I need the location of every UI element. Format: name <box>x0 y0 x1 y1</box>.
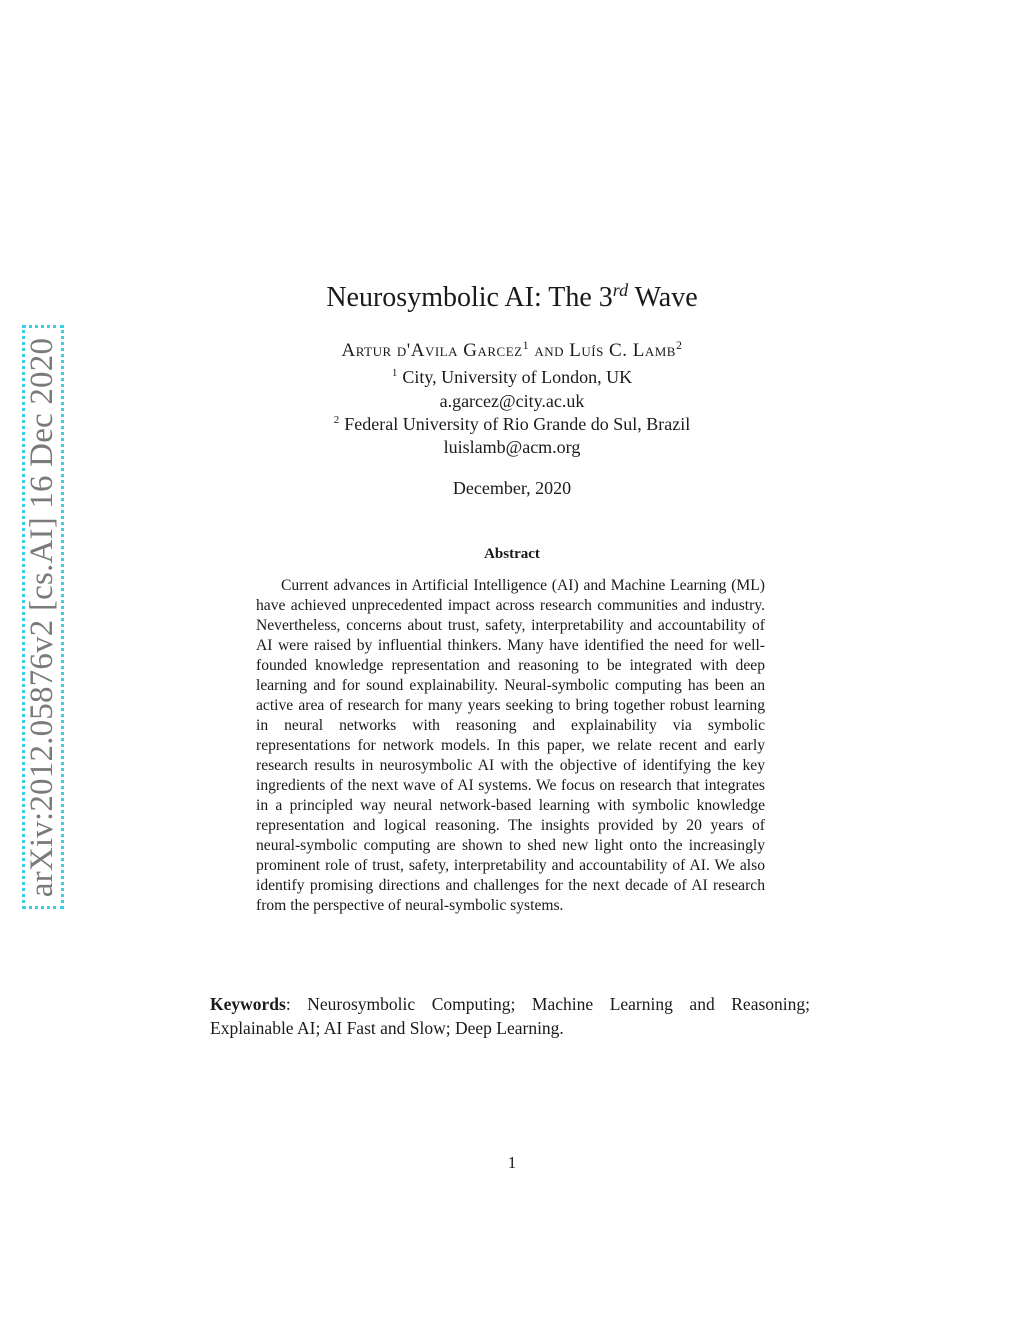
arxiv-stamp-text: arXiv:2012.05876v2 [cs.AI] 16 Dec 2020 <box>24 337 61 897</box>
paper-title-main: Neurosymbolic AI: The 3 <box>326 282 613 313</box>
affiliation-2-mark: 2 <box>333 414 340 426</box>
author-connector: and <box>529 340 570 361</box>
author-1-mark: 1 <box>522 338 530 352</box>
author-list <box>0 340 1024 362</box>
author-2: Luís C. Lamb <box>569 340 676 361</box>
arxiv-stamp <box>22 325 64 909</box>
paper-title-suffix: Wave <box>628 282 698 313</box>
paper-title <box>0 282 1024 314</box>
affiliation-2 <box>0 414 1024 435</box>
affiliation-1-mark: 1 <box>391 367 398 379</box>
paper-title-superscript: rd <box>612 280 629 300</box>
affiliation-2-email[interactable]: luislamb@acm.org <box>443 437 581 457</box>
affiliation-1-name: City, University of London, UK <box>402 367 633 387</box>
keywords-text: : Neurosymbolic Computing; Machine Learning and Reasoning; Explainable AI; AI Fast and Slow; Deep Learning. <box>210 994 810 1038</box>
affiliation-2-name: Federal University of Rio Grande do Sul, Brazil <box>344 414 691 434</box>
affiliation-1 <box>0 367 1024 388</box>
page-number: 1 <box>507 1153 517 1172</box>
keywords <box>210 992 810 1040</box>
abstract-heading: Abstract <box>484 546 540 562</box>
affiliation-1-email[interactable]: a.garcez@city.ac.uk <box>439 391 585 411</box>
author-1: Artur d'Avila Garcez <box>341 340 523 361</box>
author-2-mark: 2 <box>675 338 683 352</box>
keywords-label: Keywords <box>210 994 286 1014</box>
publication-date: December, 2020 <box>452 478 572 498</box>
abstract-body: Current advances in Artificial Intelligence (AI) and Machine Learning (ML) have achieved unprecedented impact across research communities and industry. Nevertheless, concerns about trust, safety, interpretability and accountability of AI were raised by influential thinkers. Many have identified the need for well-founded knowledge representation and reasoning to be integrated with deep learning and for sound explainability. Neural-symbolic computing has been an active area of research for many years seeking to bring together robust learning in neural networks with reasoning and explainability via symbolic representations for network models. In this paper, we relate recent and early research results in neurosymbolic AI with the objective of identifying the key ingredients of the next wave of AI systems. We focus on research that integrates in a principled way neural network-based learning with symbolic knowledge representation and logical reasoning. The insights provided by 20 years of neural-symbolic computing are shown to shed new light onto the increasingly prominent role of trust, safety, interpretability and accountability of AI. We also identify promising directions and challenges for the next decade of AI research from the perspective of neural-symbolic systems. <box>256 577 765 914</box>
